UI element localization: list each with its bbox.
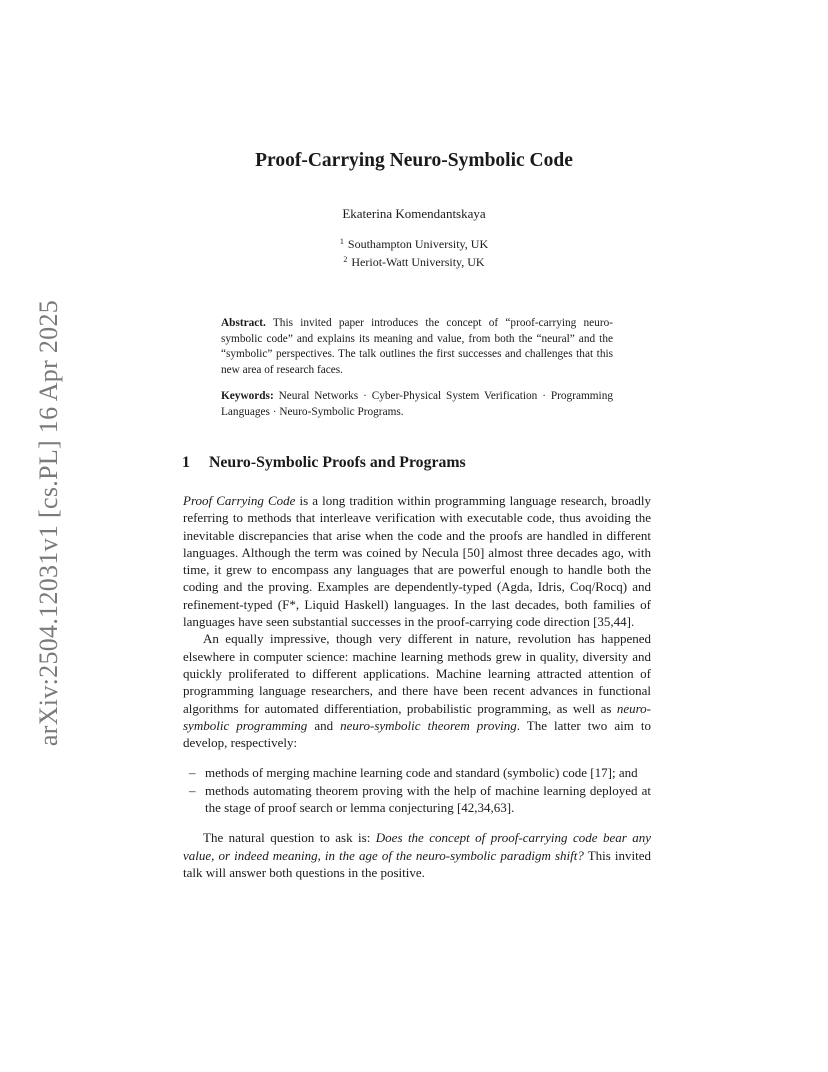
- paragraph-3-text-end: This invited talk will answer both questions in the positive.: [183, 847, 652, 880]
- term-neuro-symbolic-programming: neuro-symbolic programming: [183, 700, 651, 733]
- keywords-text: Neural Networks · Cyber-Physical System Verification · Programming Languages · Neuro-Symbolic Programs.: [221, 390, 613, 418]
- paragraph-2-text-start: An equally impressive, though very different in nature, revolution has happened elsewhere in computer science: machine learning methods grew in quality, diversity and quickly proliferated to different applications. Machine learning attracted attention of programming language researchers, and there have been recent advances in functional algorithms for automated differentiation, probabilistic programming, as well as: [183, 631, 651, 716]
- affiliation-2: [0, 252, 828, 270]
- abstract-text: This invited paper introduces the concept of “proof-carrying neuro-symbolic code” and explains its meaning and value, from both the “neural” and the “symbolic” perspectives. The talk outlines the first successes and challenges that this new area of research faces.: [221, 317, 614, 376]
- term-neuro-symbolic-theorem-proving: neuro-symbolic theorem proving: [340, 717, 517, 733]
- author-name: Ekaterina Komendantskaya: [342, 206, 486, 221]
- paragraph-2-text-mid: and: [307, 717, 341, 733]
- affiliation-name: Southampton University, UK: [347, 237, 489, 251]
- list-item-text: methods of merging machine learning code and standard (symbolic) code [17]; and: [205, 765, 638, 781]
- paper-title: Proof-Carrying Neuro-Symbolic Code: [255, 150, 573, 171]
- paragraph-3-text-start: The natural question to ask is:: [203, 830, 376, 846]
- paragraph-2-text-end: . The latter two aim to develop, respectively:: [183, 717, 651, 751]
- section-body: [183, 492, 651, 881]
- paragraph-3: [183, 829, 651, 881]
- section-number: 1: [182, 454, 190, 471]
- abstract: [221, 316, 613, 421]
- affiliation-mark: 2: [343, 255, 348, 264]
- paragraph-2: [183, 630, 651, 751]
- section-heading: [182, 454, 466, 472]
- keywords-paragraph: [221, 389, 613, 420]
- list-item: [183, 764, 651, 781]
- affiliations: [0, 234, 828, 270]
- bullet-list: [183, 764, 651, 816]
- list-item-text: methods automating theorem proving with the help of machine learning deployed at the stage of proof search or lemma conjecturing [42,34,63].: [205, 782, 651, 816]
- list-item: [183, 782, 651, 817]
- arxiv-identifier: arXiv:2504.12031v1 [cs.PL] 16 Apr 2025: [34, 299, 63, 747]
- affiliation-name: Heriot-Watt University, UK: [351, 255, 485, 269]
- bullet-dash: –: [189, 782, 196, 798]
- affiliation-1: [0, 234, 828, 252]
- abstract-label: Abstract.: [221, 317, 266, 329]
- keywords-label: Keywords:: [221, 390, 274, 403]
- affiliation-mark: 1: [339, 237, 344, 246]
- term-proof-carrying-code: Proof Carrying Code: [183, 493, 296, 508]
- bullet-dash: –: [189, 765, 196, 781]
- section-title: Neuro-Symbolic Proofs and Programs: [209, 454, 466, 471]
- paragraph-1: [183, 492, 651, 630]
- paragraph-1-text: is a long tradition within programming language research, broadly referring to methods that interleave verification with executable code, thus avoiding the inevitable discrepancies that arise when the code and the proofs are handled in different languages. Although the term was coined by Necula [50] almost three decades ago, with time, it grew to encompass any languages that are powerful enough to handle both the coding and the proving. Examples are dependently-typed (Agda, Idris, Coq/Rocq) and refinement-typed (F*, Liquid Haskell) languages. In the last decades, both families of languages have seen substantial successes in the proof-carrying code direction [35,44].: [183, 493, 651, 630]
- research-question: Does the concept of proof-carrying code bear any value, or indeed meaning, in the age of the neuro-symbolic paradigm shift?: [183, 830, 651, 863]
- abstract-paragraph: [221, 316, 613, 378]
